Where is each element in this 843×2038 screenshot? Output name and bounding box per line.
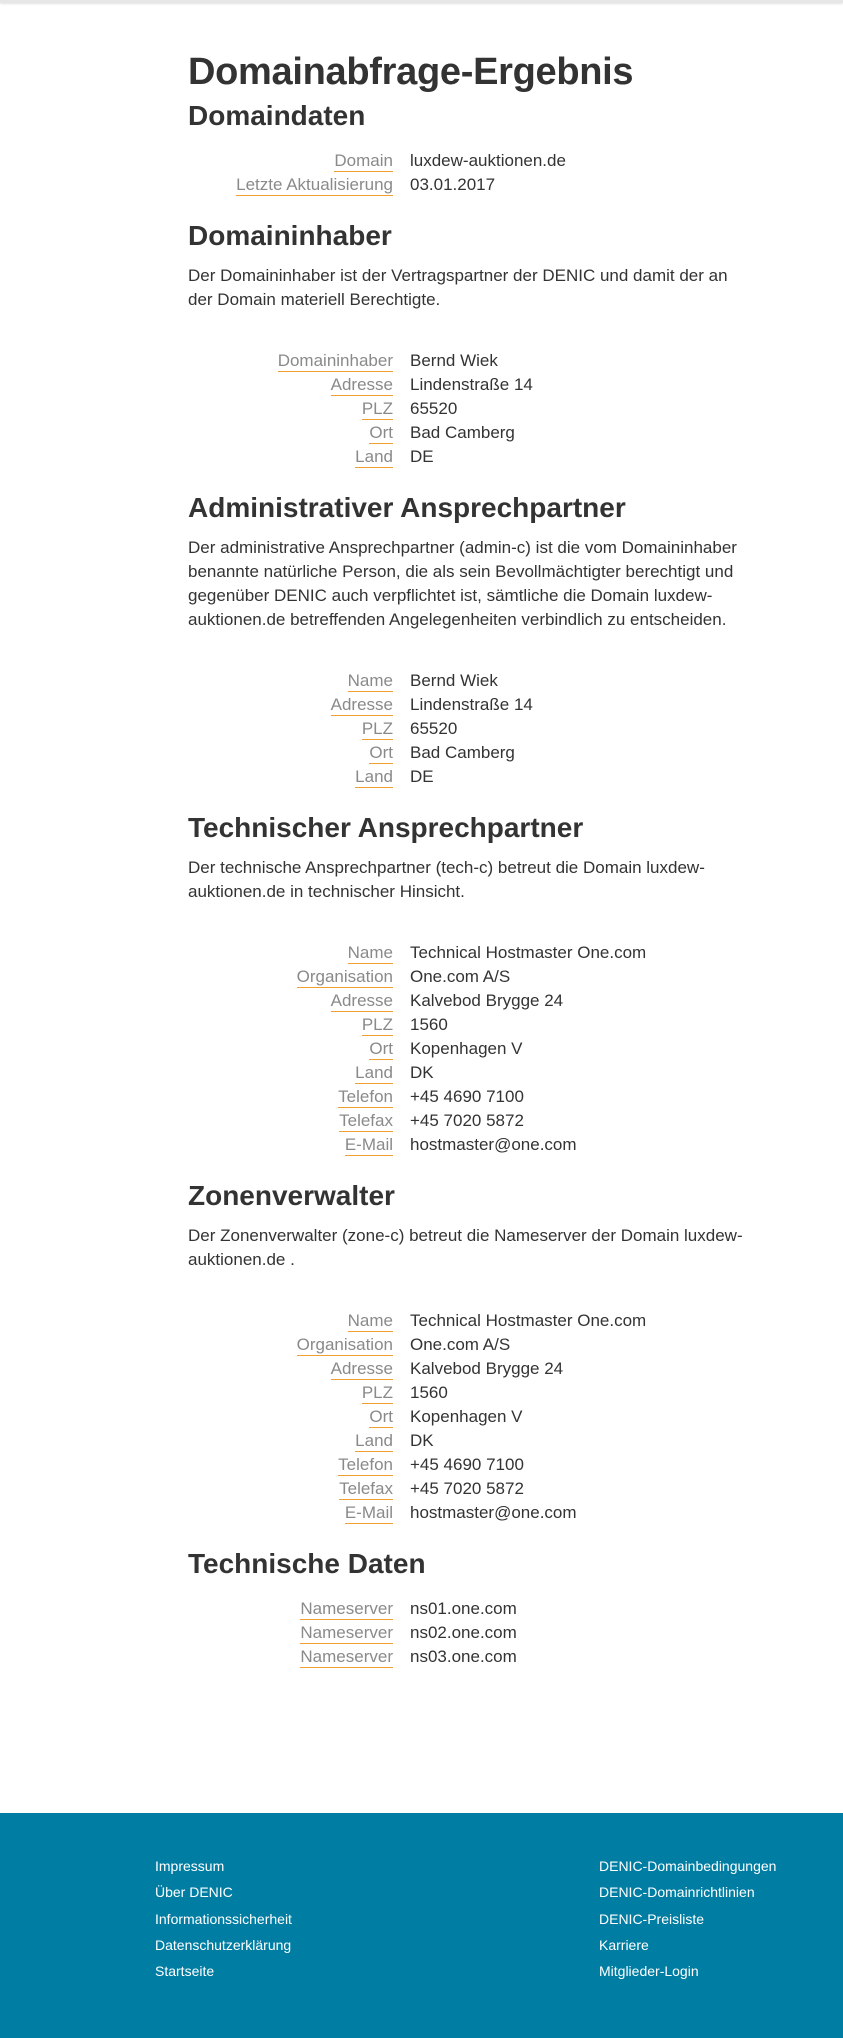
admin-c-fields: [188, 668, 748, 788]
field-row: [188, 668, 748, 692]
field-row: [188, 964, 748, 988]
footer-link-domainbedingungen[interactable]: DENIC-Domainbedingungen: [599, 1858, 777, 1874]
field-label[interactable]: Land: [355, 1431, 393, 1450]
section-description: Der technische Ansprechpartner (tech-c) betreut die Domain luxdew-auktionen.de in technischer Hinsicht.: [188, 858, 705, 901]
section-description: Der Domaininhaber ist der Vertragspartner der DENIC und damit der an der Domain materiell Berechtigte.: [188, 266, 728, 309]
field-value: Lindenstraße 14: [410, 695, 533, 714]
field-value: DK: [410, 1063, 434, 1082]
page-title: Domainabfrage-Ergebnis: [188, 51, 634, 93]
section-heading: Domaininhaber: [188, 220, 392, 251]
field-label[interactable]: PLZ: [361, 1015, 393, 1034]
field-row: [188, 1380, 748, 1404]
field-row: [188, 372, 748, 396]
field-value: luxdew-auktionen.de: [410, 151, 566, 170]
section-description: Der Zonenverwalter (zone-c) betreut die Nameserver der Domain luxdew-auktionen.de .: [188, 1226, 743, 1269]
field-value: 03.01.2017: [410, 175, 496, 194]
field-label[interactable]: Domain: [334, 151, 393, 170]
footer-link-impressum[interactable]: Impressum: [155, 1858, 225, 1874]
field-label[interactable]: Organisation: [296, 1335, 393, 1354]
field-row: [188, 1476, 748, 1500]
field-value: Kalvebod Brygge 24: [410, 1359, 564, 1378]
section-heading: Technische Daten: [188, 1548, 426, 1579]
field-label[interactable]: Letzte Aktualisierung: [236, 175, 393, 194]
field-value: One.com A/S: [410, 1335, 511, 1354]
field-label[interactable]: E-Mail: [344, 1135, 393, 1154]
field-value: Kopenhagen V: [410, 1407, 523, 1426]
field-label[interactable]: Ort: [369, 423, 393, 442]
field-row: [188, 396, 748, 420]
field-row: [188, 1356, 748, 1380]
field-label[interactable]: Adresse: [330, 991, 393, 1010]
field-row: [188, 1404, 748, 1428]
field-value: Lindenstraße 14: [410, 375, 533, 394]
section-zone-c: [188, 1178, 748, 1524]
field-value: ns01.one.com: [410, 1599, 517, 1618]
field-row: [188, 1644, 748, 1668]
field-row: [188, 148, 748, 172]
footer-link-karriere[interactable]: Karriere: [599, 1936, 649, 1953]
field-row: [188, 1452, 748, 1476]
field-label[interactable]: Organisation: [296, 967, 393, 986]
field-row: [188, 420, 748, 444]
field-value: Bernd Wiek: [410, 351, 498, 370]
field-row: [188, 740, 748, 764]
field-row: [188, 1060, 748, 1084]
field-row: [188, 1036, 748, 1060]
field-value: ns03.one.com: [410, 1647, 517, 1666]
domaindaten-fields: [188, 148, 748, 196]
field-label[interactable]: Nameserver: [300, 1599, 393, 1618]
field-value: Technical Hostmaster One.com: [410, 943, 647, 962]
field-label[interactable]: Telefax: [339, 1111, 393, 1130]
technische-daten-fields: [188, 1596, 748, 1668]
field-label[interactable]: PLZ: [361, 1383, 393, 1402]
field-row: [188, 716, 748, 740]
field-value: DE: [410, 767, 434, 786]
field-row: [188, 1596, 748, 1620]
field-label[interactable]: Ort: [369, 1407, 393, 1426]
field-value: One.com A/S: [410, 967, 511, 986]
field-label[interactable]: Ort: [369, 743, 393, 762]
field-row: [188, 1620, 748, 1644]
field-value: Kopenhagen V: [410, 1039, 523, 1058]
section-heading: Zonenverwalter: [188, 1180, 395, 1211]
field-label[interactable]: Adresse: [330, 1359, 393, 1378]
field-row: [188, 172, 748, 196]
field-label[interactable]: Adresse: [330, 375, 393, 394]
section-heading: Domaindaten: [188, 100, 366, 131]
field-row: [188, 1132, 748, 1156]
section-description: Der administrative Ansprechpartner (admin-c) ist die vom Domaininhaber benannte natürliche Person, die als sein Bevollmächtigter berechtigt und gegenüber DENIC auch verpflichtet ist, sämtliche die Domain luxdew-auktionen.de betreffenden Angelegenheiten verbindlich zu entscheiden.: [188, 538, 737, 629]
section-technische-daten: [188, 1546, 748, 1668]
field-value: Technical Hostmaster One.com: [410, 1311, 647, 1330]
section-admin-c: [188, 490, 748, 788]
footer-link-informationssicherheit[interactable]: Informationssicherheit: [155, 1910, 292, 1927]
field-row: [188, 1108, 748, 1132]
footer-link-domainrichtlinien[interactable]: DENIC-Domainrichtlinien: [599, 1884, 755, 1901]
field-label[interactable]: PLZ: [361, 399, 393, 418]
field-row: [188, 444, 748, 468]
footer-link-preisliste[interactable]: DENIC-Preisliste: [599, 1910, 705, 1927]
field-label[interactable]: Adresse: [330, 695, 393, 714]
section-tech-c: [188, 810, 748, 1156]
field-row: [188, 1332, 748, 1356]
field-row: [188, 988, 748, 1012]
field-value: +45 4690 7100: [410, 1455, 524, 1474]
tech-c-fields: [188, 940, 748, 1156]
field-value: 1560: [410, 1383, 448, 1402]
field-label[interactable]: Telefon: [338, 1087, 393, 1106]
section-domaindaten: [188, 98, 748, 196]
field-value: Kalvebod Brygge 24: [410, 991, 564, 1010]
field-row: [188, 1500, 748, 1524]
field-label[interactable]: Land: [355, 1063, 393, 1082]
footer-link-datenschutz[interactable]: Datenschutzerklärung: [155, 1936, 292, 1953]
domaininhaber-fields: [188, 348, 748, 468]
zone-c-fields: [188, 1308, 748, 1524]
field-row: [188, 1428, 748, 1452]
field-label[interactable]: Name: [347, 1311, 393, 1330]
field-value: Bad Camberg: [410, 423, 515, 442]
field-row: [188, 348, 748, 372]
footer-link-mitglieder-login[interactable]: Mitglieder-Login: [599, 1963, 699, 1980]
field-row: [188, 692, 748, 716]
footer-link-ueber-denic[interactable]: Über DENIC: [155, 1884, 233, 1901]
field-value: Bernd Wiek: [410, 671, 498, 690]
field-label[interactable]: Name: [347, 943, 393, 962]
field-label[interactable]: Land: [355, 767, 393, 786]
field-label[interactable]: Domaininhaber: [277, 351, 393, 370]
field-label[interactable]: Name: [347, 671, 393, 690]
top-divider: [0, 0, 843, 3]
field-row: [188, 764, 748, 788]
field-value: +45 7020 5872: [410, 1479, 524, 1498]
section-heading: Administrativer Ansprechpartner: [188, 492, 626, 523]
field-value: Bad Camberg: [410, 743, 515, 762]
field-value: ns02.one.com: [410, 1623, 517, 1642]
main-content: [188, 48, 748, 1668]
field-label[interactable]: PLZ: [361, 719, 393, 738]
field-label[interactable]: Ort: [369, 1039, 393, 1058]
footer-links-left: [155, 1857, 292, 1988]
field-label[interactable]: Nameserver: [300, 1623, 393, 1642]
field-value: hostmaster@one.com: [410, 1135, 577, 1154]
field-label[interactable]: Land: [355, 447, 393, 466]
footer-links-right: [599, 1857, 776, 1988]
field-row: [188, 1012, 748, 1036]
field-label[interactable]: Telefon: [338, 1455, 393, 1474]
section-heading: Technischer Ansprechpartner: [188, 812, 584, 843]
section-domaininhaber: [188, 218, 748, 468]
site-footer: [0, 1813, 843, 2038]
field-value: 65520: [410, 399, 458, 418]
field-value: 65520: [410, 719, 458, 738]
field-row: [188, 1308, 748, 1332]
footer-link-startseite[interactable]: Startseite: [155, 1963, 215, 1980]
field-label[interactable]: E-Mail: [344, 1503, 393, 1522]
field-value: DK: [410, 1431, 434, 1450]
field-row: [188, 1084, 748, 1108]
field-value: +45 4690 7100: [410, 1087, 524, 1106]
field-value: +45 7020 5872: [410, 1111, 524, 1130]
field-value: DE: [410, 447, 434, 466]
field-value: 1560: [410, 1015, 448, 1034]
field-row: [188, 940, 748, 964]
field-label[interactable]: Nameserver: [300, 1647, 393, 1666]
field-value: hostmaster@one.com: [410, 1503, 577, 1522]
field-label[interactable]: Telefax: [339, 1479, 393, 1498]
